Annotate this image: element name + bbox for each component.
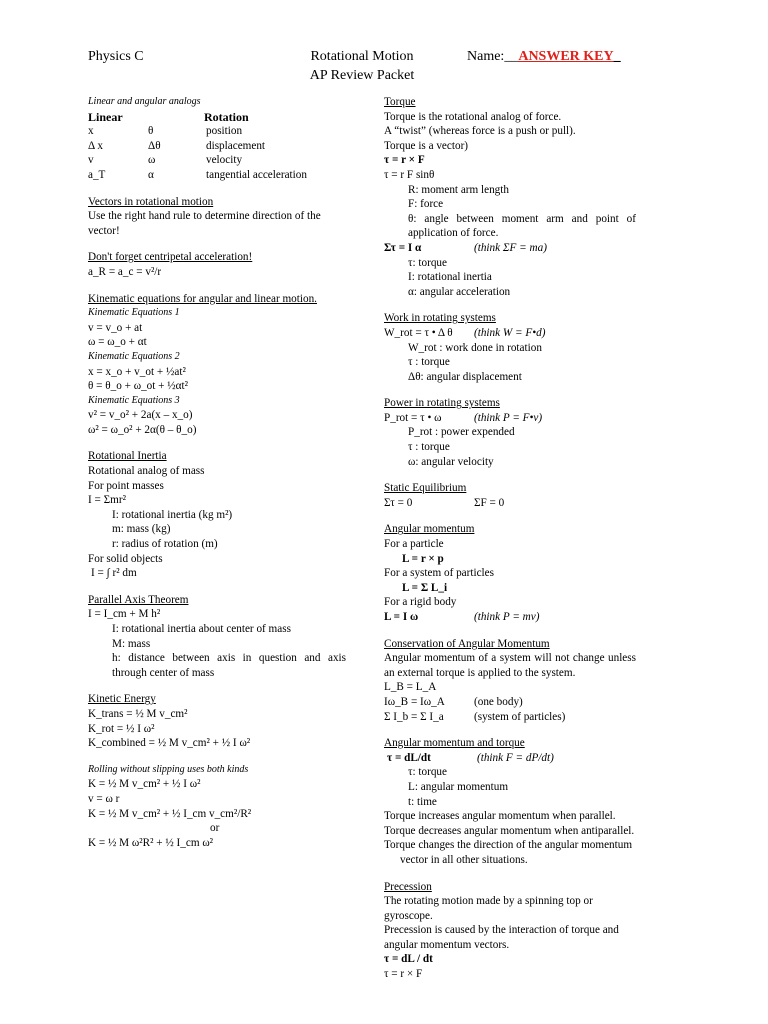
amtorque-def: L: angular momentum — [408, 780, 509, 793]
precession-line: Precession is caused by the interaction of torque and angular momentum vectors. — [384, 924, 619, 951]
conservation-note: (system of particles) — [474, 710, 566, 723]
work-heading: Work in rotating systems — [384, 312, 496, 325]
kinematics-eq: x = x_o + v_ot + ½at² — [88, 365, 186, 378]
angular-cell: ω — [148, 154, 156, 167]
torque-line: Torque is a vector) — [384, 139, 469, 152]
quantity-cell: tangential acceleration — [206, 168, 307, 181]
static-eq-row — [384, 496, 636, 511]
analog-row — [88, 139, 307, 154]
static-eq: ΣF = 0 — [474, 496, 505, 509]
amtorque-line: Torque increases angular momentum when parallel. — [384, 810, 616, 823]
power-heading: Power in rotating systems — [384, 397, 500, 410]
inertia-line: Rotational analog of mass — [88, 465, 205, 478]
amtorque-eq-row — [384, 751, 636, 766]
angular-cell: Δθ — [148, 139, 161, 152]
subtitle: AP Review Packet — [309, 68, 415, 83]
precession-heading: Precession — [384, 880, 432, 893]
angmom-eq: L = Σ L_i — [402, 581, 448, 594]
work-eq-row — [384, 326, 636, 341]
amtorque-eq: τ = dL/dt — [387, 751, 431, 764]
static-heading: Static Equilibrium — [384, 482, 467, 495]
name-line — [467, 47, 621, 66]
conservation-eq: L_B = L_A — [384, 681, 437, 694]
rolling-eq: K = ½ M ω²R² + ½ I_cm ω² — [88, 836, 214, 849]
angmom-eq: L = I ω — [384, 611, 419, 623]
torque-def: F: force — [408, 198, 444, 211]
kinematics-eq: ω = ω_o + αt — [88, 336, 147, 349]
static-eq: Στ = 0 — [384, 496, 413, 509]
conservation-text: Angular momentum of a system will not change unless an external torque is applied to the system. — [384, 652, 636, 679]
parallel-def: M: mass — [112, 637, 151, 650]
kinematics-eq: v² = v_o² + 2a(x – x_o) — [88, 409, 193, 422]
work-def: W_rot : work done in rotation — [408, 341, 542, 354]
angular-cell: θ — [148, 125, 154, 138]
right-column — [384, 95, 636, 982]
name-trail: _ — [613, 49, 621, 64]
power-def: τ : torque — [408, 441, 450, 454]
kinematics-h2: Kinematic Equations 2 — [88, 350, 180, 362]
topic-title: Rotational Motion — [310, 49, 414, 64]
left-column — [88, 95, 346, 850]
analogs-table — [88, 110, 307, 183]
torque-def: τ: torque — [408, 256, 447, 269]
parallel-def: I: rotational inertia about center of mass — [112, 623, 291, 635]
work-def: Δθ: angular displacement — [408, 370, 522, 383]
col-rotation: Rotation — [204, 109, 249, 124]
analog-row — [88, 168, 307, 183]
conservation-eq-row — [384, 695, 636, 710]
torque-eq: Στ = I α — [384, 241, 422, 254]
power-def: ω: angular velocity — [408, 455, 494, 468]
kinematics-eq: v = v_o + at — [88, 321, 143, 334]
work-think: (think W = F•d) — [474, 326, 546, 339]
kinematics-h3: Kinematic Equations 3 — [88, 394, 180, 406]
inertia-eq: I = Σmr² — [88, 494, 126, 507]
rolling-or: or — [210, 822, 220, 835]
kinetic-eq: K_trans = ½ M v_cm² — [88, 707, 188, 720]
name-value: ANSWER KEY — [518, 49, 614, 64]
quantity-cell: displacement — [206, 139, 266, 152]
parallel-eq: I = I_cm + M h² — [88, 608, 161, 621]
angmom-think: (think P = mv) — [474, 611, 540, 623]
centripetal-eq: a_R = a_c = v²/r — [88, 265, 162, 278]
torque-eq: τ = r × F — [384, 154, 425, 167]
analogs-heading: Linear and angular analogs — [88, 96, 201, 107]
conservation-note: (one body) — [474, 695, 523, 708]
analog-row — [88, 153, 307, 168]
amtorque-def: τ: torque — [408, 766, 447, 779]
power-eq: P_rot = τ • ω — [384, 411, 442, 424]
kinetic-eq: K_rot = ½ I ω² — [88, 722, 155, 735]
torque-def: θ: angle between moment arm and point of application of force. — [408, 212, 636, 240]
linear-cell: Δ x — [88, 139, 103, 152]
work-def: τ : torque — [408, 356, 450, 369]
kinematics-eq: θ = θ_o + ω_ot + ½αt² — [88, 380, 188, 393]
rolling-eq: K = ½ M v_cm² + ½ I_cm v_cm²/R² — [88, 807, 252, 820]
angmom-eq-row — [384, 610, 636, 625]
inertia-line: For solid objects — [88, 552, 163, 565]
centripetal-heading: Don't forget centripetal acceleration! — [88, 251, 253, 264]
vectors-text: Use the right hand rule to determine direction of the vector! — [88, 210, 321, 237]
torque-eq-row — [384, 241, 636, 256]
amtorque-line: Torque changes the direction of the angular momentum vector in all other situations. — [384, 839, 633, 866]
torque-line: A “twist” (whereas force is a push or pull). — [384, 125, 576, 138]
kinetic-eq: K_combined = ½ M v_cm² + ½ I ω² — [88, 737, 251, 750]
conservation-heading: Conservation of Angular Momentum — [384, 637, 550, 650]
power-think: (think P = F•v) — [474, 411, 543, 424]
torque-def: R: moment arm length — [408, 183, 509, 196]
work-eq: W_rot = τ • Δ θ — [384, 326, 453, 339]
conservation-eq-row — [384, 710, 636, 725]
vectors-heading: Vectors in rotational motion — [88, 195, 214, 208]
parallel-def: h: distance between axis in question and axis through center of mass — [112, 652, 346, 679]
precession-line: The rotating motion made by a spinning top or gyroscope. — [384, 895, 593, 922]
rolling-eq: v = ω r — [88, 792, 120, 805]
inertia-eq: I = ∫ r² dm — [91, 567, 137, 580]
quantity-cell: position — [206, 125, 243, 138]
document-title — [292, 47, 432, 85]
conservation-eq: Iω_B = Iω_A — [384, 695, 445, 708]
angmom-eq: L = r × p — [402, 552, 444, 565]
course-label: Physics C — [88, 49, 144, 64]
torque-def: α: angular acceleration — [408, 285, 511, 298]
angmom-heading: Angular momentum — [384, 523, 475, 536]
angular-cell: α — [148, 168, 154, 181]
inertia-def: r: radius of rotation (m) — [112, 538, 218, 551]
amtorque-heading: Angular momentum and torque — [384, 737, 525, 750]
analog-row — [88, 124, 307, 139]
torque-think: (think ΣF = ma) — [474, 241, 547, 254]
precession-eq: τ = r × F — [384, 968, 423, 981]
power-def: P_rot : power expended — [408, 426, 515, 439]
amtorque-def: t: time — [408, 795, 437, 808]
precession-eq: τ = dL / dt — [384, 953, 433, 966]
torque-def: I: rotational inertia — [408, 271, 492, 284]
inertia-def: I: rotational inertia (kg m²) — [112, 508, 233, 521]
kinematics-h1: Kinematic Equations 1 — [88, 307, 180, 319]
kinematics-eq: ω² = ω_o² + 2α(θ – θ_o) — [88, 423, 197, 436]
quantity-cell: velocity — [206, 154, 243, 167]
parallel-heading: Parallel Axis Theorem — [88, 593, 189, 606]
amtorque-line: Torque decreases angular momentum when antiparallel. — [384, 824, 635, 837]
linear-cell: v — [88, 154, 94, 167]
rolling-eq: K = ½ M v_cm² + ½ I ω² — [88, 778, 201, 791]
torque-eq: τ = r F sinθ — [384, 168, 435, 181]
conservation-eq: Σ I_b = Σ I_a — [384, 710, 444, 723]
angmom-line: For a rigid body — [384, 596, 457, 609]
power-eq-row — [384, 411, 636, 426]
rolling-heading: Rolling without slipping uses both kinds — [88, 763, 249, 775]
angmom-line: For a particle — [384, 538, 444, 551]
torque-line: Torque is the rotational analog of force. — [384, 110, 562, 123]
inertia-line: For point masses — [88, 479, 164, 492]
angmom-line: For a system of particles — [384, 567, 494, 580]
inertia-def: m: mass (kg) — [112, 523, 171, 536]
name-label: Name:__ — [467, 49, 519, 64]
inertia-heading: Rotational Inertia — [88, 450, 167, 463]
kinetic-heading: Kinetic Energy — [88, 693, 156, 706]
linear-cell: x — [88, 125, 94, 138]
linear-cell: a_T — [88, 168, 106, 181]
col-linear: Linear — [88, 109, 123, 124]
amtorque-think: (think F = dP/dt) — [477, 751, 554, 764]
kinematics-heading: Kinematic equations for angular and linear motion. — [88, 292, 317, 305]
torque-heading: Torque — [384, 96, 416, 108]
